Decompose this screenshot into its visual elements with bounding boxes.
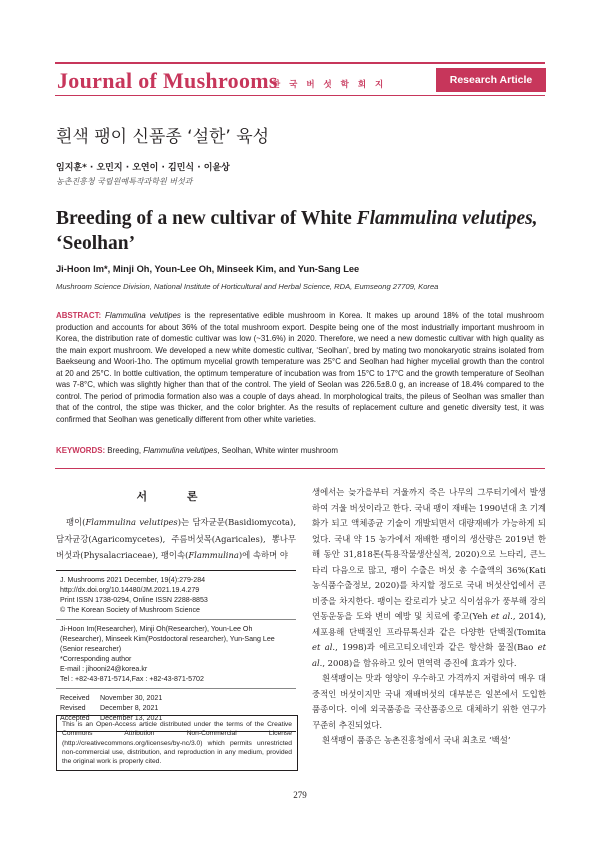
intro-text: 팽이(: [66, 517, 86, 527]
section-divider: [55, 468, 545, 469]
intro-paragraph-1-cont: [312, 485, 546, 671]
left-column-text: [56, 514, 296, 564]
keywords-pre: Breeding,: [105, 446, 144, 455]
accepted-date: December 13, 2021: [100, 714, 163, 722]
intro-paragraph-1: [56, 514, 296, 564]
corresponding-author: *Corresponding author: [60, 655, 132, 663]
keywords-post: , Seolhan, White winter mushroom: [217, 446, 339, 455]
author-positions: Ji-Hoon Im(Researcher), Minji Oh(Researcher), Youn-Lee Oh (Researcher), Minseek Kim(Postdoctoral researcher), Yun-Sang Lee (Senior researcher): [60, 625, 275, 653]
intro-paragraph-3: 흰색팽이 품종은 농촌진흥청에서 국내 최초로 ‘백설’: [322, 735, 511, 745]
et-al: et al: [312, 642, 333, 652]
english-title: [56, 206, 546, 256]
korean-authors: 임지훈* · 오민지 · 오연이 · 김민식 · 이윤상: [56, 163, 230, 173]
et-al: et al: [312, 642, 546, 668]
right-column-text: [312, 485, 546, 749]
intro-genus: Flammulina: [188, 550, 239, 560]
intro-text: ., 2008)을 함유하고 있어 면역력 증진에 효과가 있다.: [319, 657, 517, 668]
received-label: Received: [60, 694, 90, 702]
journal-korean-title: 한 국 버 섯 학 회 지: [272, 80, 387, 90]
intro-text: 생에서는 늦가을부터 겨울까지 죽은 나무의 그루터기에서 발생하여 겨울 버섯이라고 한다. 국내 팽이 재배는 1990년대 초 기계화가 되고 액체종균 기술이 개발되면서 대량재배가 가능하게 되었다. 국내 약 15 농가에서 재배한 팽이의 생산량은 2019년 한 해 동안 31,818톤(특용작물생산실적, 2020)으로 느타리, 큰느타리 다음으로 많고, 팽이 수출은 버섯 총 수출액의 36%(Kati 농식품수출정보, 2020)를 차지할 정도로 국내 버섯산업에서 큰 비중을 차지한다. 팽이는 칼로리가 낮고 식이섬유가 풍부해 장의 연동운동을 도와 변비 예방 및 치료에 좋고(Yeh: [312, 487, 547, 621]
intro-paragraph-2: 흰색팽이는 맛과 영양이 우수하고 가격까지 저렴하여 매우 대중적인 버섯이지만 국내 재배버섯의 대부분은 일본에서 도입한 품종이다. 이에 외국품종을 국산품종으로 대체하기 위한 연구가 꾸준히 추진되었다.: [312, 673, 546, 730]
accepted-label: Accepted: [60, 714, 90, 722]
abstract: [56, 310, 544, 425]
introduction-heading: 서 론: [136, 490, 216, 503]
author-info-block: [56, 624, 296, 689]
intro-text: ., 2014), 세포용해 단백질인 프라뮤톡신과 같은 다양한 단백질(Tomita: [312, 611, 547, 637]
korean-affiliation: 농촌진흥청 국립원예특작과학원 버섯과: [56, 177, 193, 186]
journal-title: Journal of Mushrooms: [57, 68, 278, 93]
abstract-text: is the representative edible mushroom in Korea. It makes up around 18% of the total mushroom production and accounts for about 36% of the total mushroom export. Despite being one of the most industrially important mushroom in Korea, the distribution rate of domestic cultivar was low (~31.6%) in 2020. Therefore, we need a new domestic cultivar with high quality as the main export mushroom. We developed a new white domestic cultivar, ‘Seolhan’, bred by mating two monokaryotic strains isolated from Baekseung and Woori-1ho. The optimum mycelial growth temperature was 25°C and Seolhan had higher mycelial growth than the control at 20 and 25°C. In bottle cultivation, the optimum temperature of incubation was from 15°C to 17°C and the growth temperature of Seolhan was 7-8°C, which was slightly higher than that of the control. The yield of Seolan was 226.5±8.0 g, an increase of 18.4% compared to the control. The period of primodia formation also was a couple of days ahead. In morphological traits, the pileus of Seolhan was smaller than that of the control, the stipe was thicker, and the color brighter. As the results of replacement culture and genetic diversity test, it was confirmed that Seolhan was genetically different from other white varieties.: [56, 311, 544, 424]
revised-label: Revised: [60, 704, 86, 712]
keywords: [56, 446, 338, 455]
abstract-species: Flammulina velutipes: [105, 311, 181, 320]
header-top-rule: [55, 62, 545, 64]
revised-date: December 8, 2021: [100, 704, 159, 712]
intro-text: )는 담자균문(Basidiomycota), 담자균강(Agaricomycetes), 주름버섯목(Agaricales), 뽕나무버섯과(Physalacriaceae), 팽이속(: [56, 517, 296, 560]
intro-text: ., 1998)과 에르고티오네인과 같은 항산화 물질(Bao: [332, 642, 538, 652]
english-affiliation: Mushroom Science Division, National Institute of Horticultural and Herbal Science, RDA, Eumseong 27709, Korea: [56, 282, 439, 291]
english-authors: Ji-Hoon Im*, Minji Oh, Youn-Lee Oh, Minseek Kim, and Yun-Sang Lee: [56, 264, 360, 274]
english-title-species: Flammulina velutipes,: [356, 208, 538, 229]
received-date: November 30, 2021: [100, 694, 163, 702]
citation-line: J. Mushrooms 2021 December, 19(4):279-284: [60, 576, 206, 584]
open-access-notice: This is an Open-Access article distributed under the terms of the Creative Commons Attribution Non-Commercial License (http://creativecommons.org/licenses/by-nc/3.0) which permits unrestricted non-commercial use, distribution, and reproduction in any medium, provided the original work is properly cited.: [56, 715, 298, 771]
abstract-label: ABSTRACT:: [56, 311, 102, 320]
et-al: et al: [490, 611, 511, 621]
keywords-species: Flammulina velutipes: [143, 446, 218, 455]
citation-block: [56, 575, 296, 620]
header-bottom-rule: [55, 95, 545, 96]
email[interactable]: E-mail : jihooni24@korea.kr: [60, 665, 148, 673]
keywords-label: KEYWORDS:: [56, 446, 106, 455]
english-title-line2: ‘Seolhan’: [56, 233, 136, 254]
korean-title: 흰색 팽이 신품종 ‘설한’ 육성: [56, 127, 270, 147]
doi-link[interactable]: http://dx.doi.org/10.14480/JM.2021.19.4.279: [60, 586, 200, 594]
phone-fax: Tel : +82-43-871-5714,Fax : +82-43-871-5702: [60, 675, 204, 683]
english-title-prefix: Breeding of a new cultivar of White: [56, 208, 357, 229]
issn-line: Print ISSN 1738-0294, Online ISSN 2288-8853: [60, 596, 208, 604]
article-type-badge: Research Article: [436, 68, 546, 92]
intro-text: )에 속하며 야: [238, 550, 288, 560]
intro-species: Flammulina velutipes: [85, 517, 178, 527]
copyright-line: © The Korean Society of Mushroom Science: [60, 606, 200, 614]
article-info-box: [56, 570, 296, 732]
page-number: 279: [293, 790, 307, 800]
